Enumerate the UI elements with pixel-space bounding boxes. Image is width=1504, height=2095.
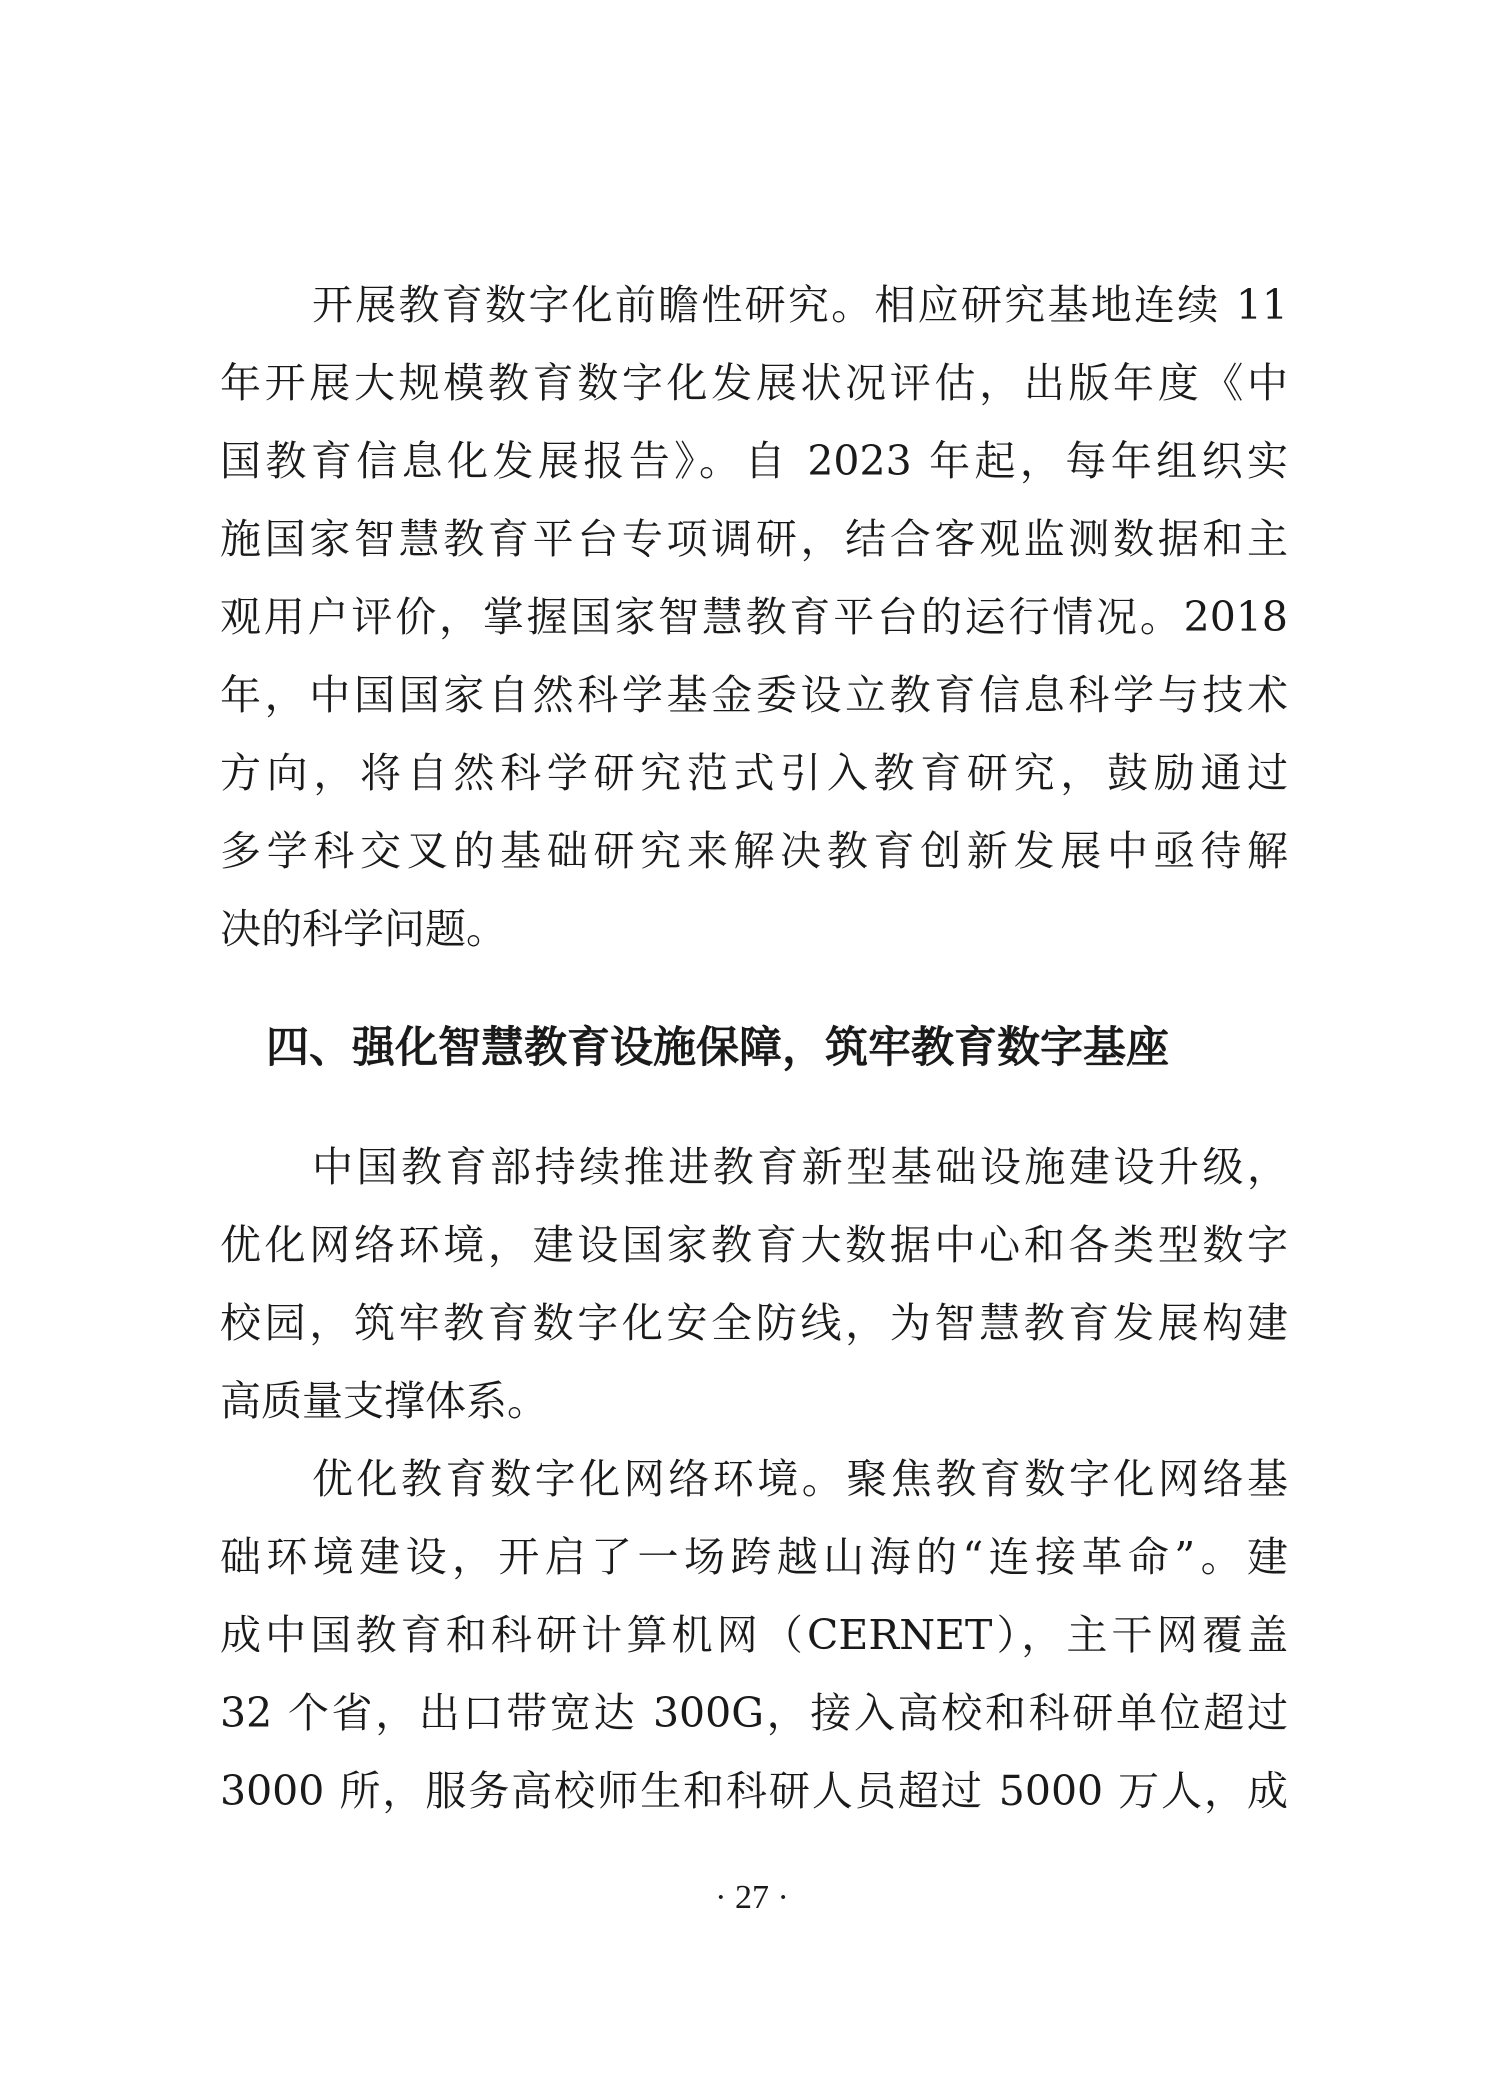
- text-line: 年开展大规模教育数字化发展状况评估，出版年度《中: [220, 359, 1288, 407]
- text-line: 国教育信息化发展报告》。自 2023 年起，每年组织实: [220, 437, 1288, 485]
- text-line: 开展教育数字化前瞻性研究。相应研究基地连续 11: [312, 281, 1288, 329]
- text-line: 校园，筑牢教育数字化安全防线，为智慧教育发展构建: [220, 1299, 1288, 1347]
- text-line: 优化网络环境，建设国家教育大数据中心和各类型数字: [220, 1221, 1288, 1269]
- paragraph-infrastructure: [220, 1128, 1288, 1440]
- paragraph-research: [220, 266, 1288, 968]
- text-line: 成中国教育和科研计算机网（CERNET），主干网覆盖: [220, 1611, 1288, 1659]
- text-line: 决的科学问题。: [220, 905, 507, 953]
- text-line: 年，中国国家自然科学基金委设立教育信息科学与技术: [220, 671, 1288, 719]
- text-line: 方向，将自然科学研究范式引入教育研究，鼓励通过: [220, 749, 1288, 797]
- text-line: 施国家智慧教育平台专项调研，结合客观监测数据和主: [220, 515, 1288, 563]
- text-line: 32 个省，出口带宽达 300G，接入高校和科研单位超过: [220, 1689, 1288, 1737]
- text-line: 中国教育部持续推进教育新型基础设施建设升级，: [312, 1143, 1288, 1191]
- text-line: 础环境建设，开启了一场跨越山海的“连接革命”。建: [220, 1533, 1288, 1581]
- page-number: · 27 ·: [715, 1879, 789, 1916]
- paragraph-network: [220, 1440, 1288, 1830]
- text-line: 观用户评价，掌握国家智慧教育平台的运行情况。2018: [220, 593, 1288, 641]
- text-line: 3000 所，服务高校师生和科研人员超过 5000 万人，成: [220, 1767, 1288, 1815]
- text-line: 优化教育数字化网络环境。聚焦教育数字化网络基: [312, 1455, 1288, 1503]
- section-heading: 四、强化智慧教育设施保障，筑牢教育数字基座: [266, 1023, 1169, 1073]
- text-line: 多学科交叉的基础研究来解决教育创新发展中亟待解: [220, 827, 1288, 875]
- text-line: 高质量支撑体系。: [220, 1377, 548, 1425]
